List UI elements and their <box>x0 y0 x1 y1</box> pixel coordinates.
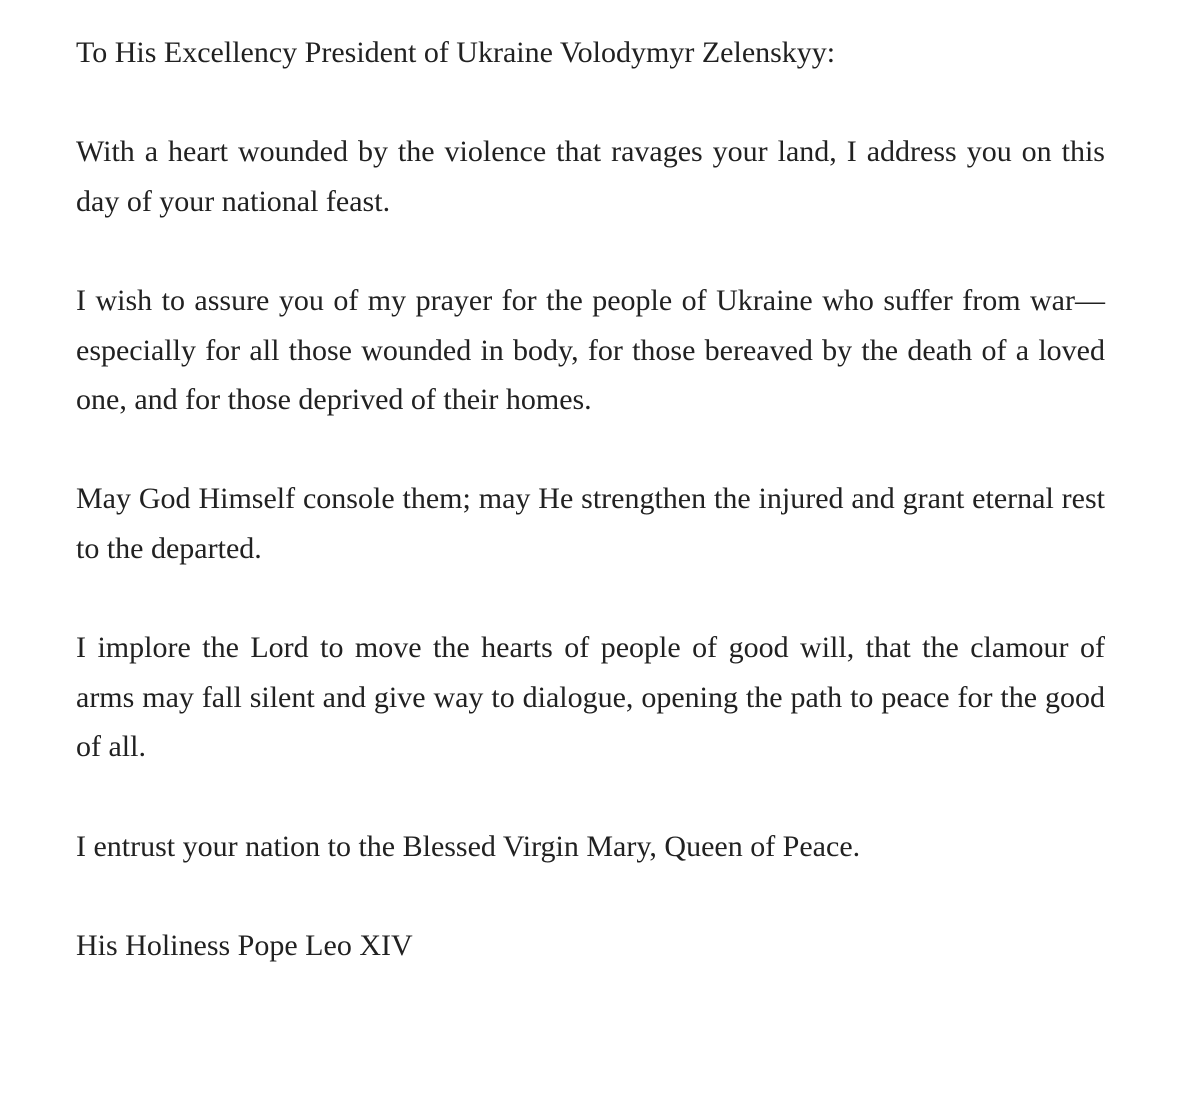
letter-paragraph: I wish to assure you of my prayer for the people of Ukraine who suffer from war—especially for all those wounded in body, for those bereaved by the death of a loved one, and for those deprived of their homes. <box>76 283 1105 417</box>
letter-signature: His Holiness Pope Leo XIV <box>76 928 413 962</box>
letter-paragraph: With a heart wounded by the violence that ravages your land, I address you on this day of your national feast. <box>76 135 1105 218</box>
letter-salutation: To His Excellency President of Ukraine Volodymyr Zelenskyy: <box>76 36 836 69</box>
letter-paragraph: I implore the Lord to move the hearts of people of good will, that the clamour of arms may fall silent and give way to dialogue, opening the path to peace for the good of all. <box>76 631 1105 764</box>
letter-paragraph: May God Himself console them; may He strengthen the injured and grant eternal rest to the departed. <box>76 482 1105 565</box>
letter-paragraph: I entrust your nation to the Blessed Virgin Mary, Queen of Peace. <box>76 829 861 863</box>
